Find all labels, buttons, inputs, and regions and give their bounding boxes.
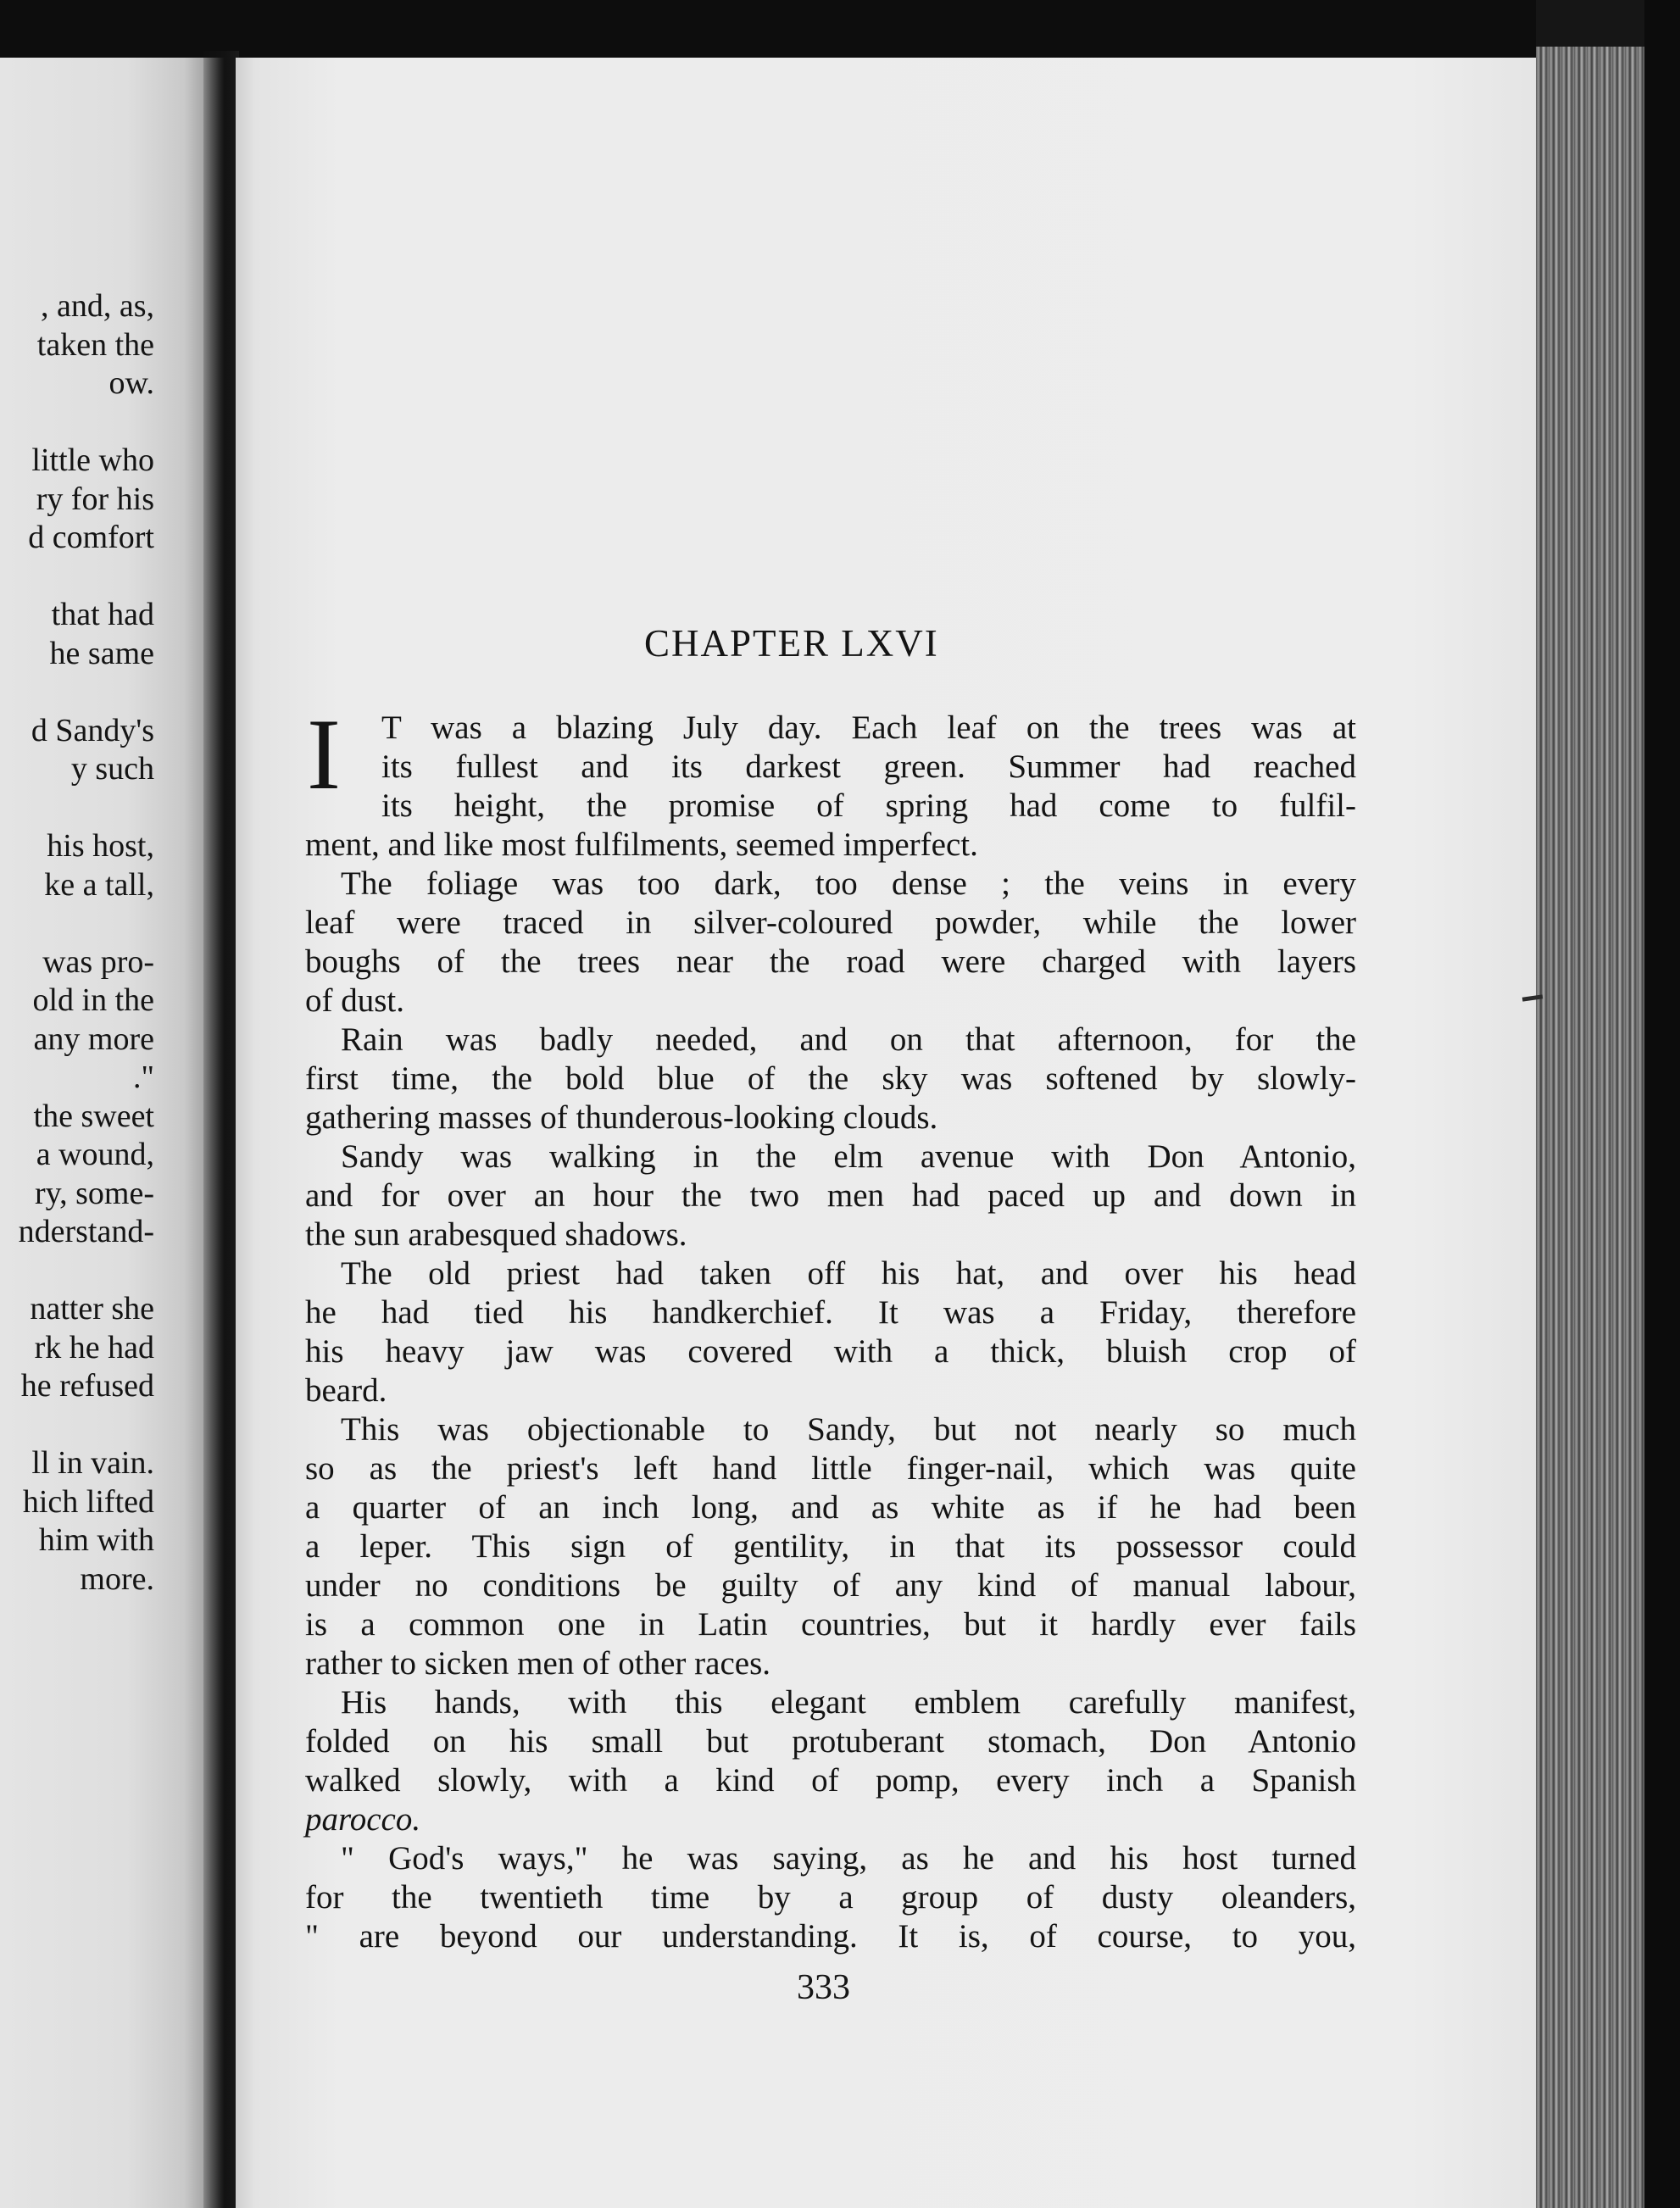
chapter-heading: CHAPTER LXVI <box>644 622 939 665</box>
left-page-line: , and, as, <box>40 288 154 324</box>
left-page-line: natter she <box>30 1291 154 1326</box>
left-page-line: his host, <box>47 828 154 864</box>
left-page-line: old in the <box>32 982 154 1018</box>
body-text-line: his heavy jaw was covered with a thick, bluish crop of <box>305 1333 1356 1370</box>
left-page-line: him with <box>38 1522 154 1558</box>
body-text-line: he had tied his handkerchief. It was a Friday, therefore <box>305 1294 1356 1331</box>
body-text-line: This was objectionable to Sandy, but not nearly so much <box>341 1411 1356 1448</box>
body-text-line: so as the priest's left hand little finger-nail, which was quite <box>305 1450 1356 1487</box>
body-text-line: Sandy was walking in the elm avenue with Don Antonio, <box>341 1138 1356 1175</box>
body-text-line: folded on his small but protuberant stomach, Don Antonio <box>305 1723 1356 1760</box>
body-text-line: parocco. <box>305 1801 421 1838</box>
left-page-line: he refused <box>20 1368 154 1404</box>
left-page-line: taken the <box>36 326 154 363</box>
body-text-line: the sun arabesqued shadows. <box>305 1216 687 1253</box>
body-text-line: His hands, with this elegant emblem carefully manifest, <box>341 1684 1356 1721</box>
body-text-line: The foliage was too dark, too dense ; the veins in every <box>341 865 1356 902</box>
left-page-line: ry, some- <box>34 1175 154 1211</box>
body-text-line: and for over an hour the two men had paced up and down in <box>305 1177 1356 1214</box>
body-text-line: a leper. This sign of gentility, in that its possessor could <box>305 1528 1356 1565</box>
body-text-line: " are beyond our understanding. It is, of course, to you, <box>305 1918 1356 1955</box>
left-page-line: nderstand- <box>18 1214 154 1249</box>
left-page-line: that had <box>51 597 154 632</box>
left-page-line: the sweet <box>33 1098 154 1134</box>
body-text-line: of dust. <box>305 982 404 1019</box>
left-page-line: d comfort <box>28 520 154 555</box>
body-text-line: T was a blazing July day. Each leaf on the trees was at <box>381 709 1356 746</box>
left-page-line: ry for his <box>36 481 154 517</box>
body-text-line: gathering masses of thunderous-looking clouds. <box>305 1099 938 1136</box>
drop-cap: I <box>307 698 341 810</box>
left-page-line: y such <box>70 751 154 787</box>
left-page-line: ll in vain. <box>31 1445 154 1481</box>
left-page-line: a wound, <box>36 1137 154 1172</box>
left-page-line: was pro- <box>42 943 154 980</box>
left-page-line: ow. <box>108 365 154 401</box>
body-text-line: Rain was badly needed, and on that afternoon, for the <box>341 1021 1356 1058</box>
left-page-line: little who <box>31 442 154 478</box>
body-text-line: " God's ways," he was saying, as he and his host turned <box>341 1840 1356 1877</box>
page-number: 333 <box>797 1968 850 2007</box>
left-page-line: rk he had <box>34 1329 154 1365</box>
body-text-line: its fullest and its darkest green. Summer had reached <box>381 748 1356 785</box>
left-page-line: ke a tall, <box>44 866 154 903</box>
body-text-line: leaf were traced in silver-coloured powder, while the lower <box>305 904 1356 941</box>
left-page-line: hich lifted <box>22 1483 154 1520</box>
body-text-line: first time, the bold blue of the sky was softened by slowly- <box>305 1060 1356 1097</box>
body-text-line: rather to sicken men of other races. <box>305 1645 771 1682</box>
body-text-line: for the twentieth time by a group of dusty oleanders, <box>305 1879 1356 1916</box>
body-text-line: under no conditions be guilty of any kind of manual labour, <box>305 1567 1356 1604</box>
body-text-line: is a common one in Latin countries, but it hardly ever fails <box>305 1606 1356 1643</box>
left-page-line: d Sandy's <box>31 712 154 748</box>
body-text-line: its height, the promise of spring had come to fulfil- <box>381 787 1356 824</box>
body-text-line: beard. <box>305 1372 387 1409</box>
left-page-line: any more <box>33 1021 154 1057</box>
body-text-line: The old priest had taken off his hat, and over his head <box>341 1255 1356 1292</box>
left-page-line: ." <box>132 1060 154 1095</box>
body-text-line: ment, and like most fulfilments, seemed imperfect. <box>305 826 978 863</box>
body-text-line: a quarter of an inch long, and as white as if he had been <box>305 1489 1356 1526</box>
body-text-line: boughs of the trees near the road were charged with layers <box>305 943 1356 980</box>
body-text-line: walked slowly, with a kind of pomp, every inch a Spanish <box>305 1762 1356 1799</box>
left-page-line: he same <box>49 635 154 671</box>
left-page-line: more. <box>80 1560 154 1597</box>
